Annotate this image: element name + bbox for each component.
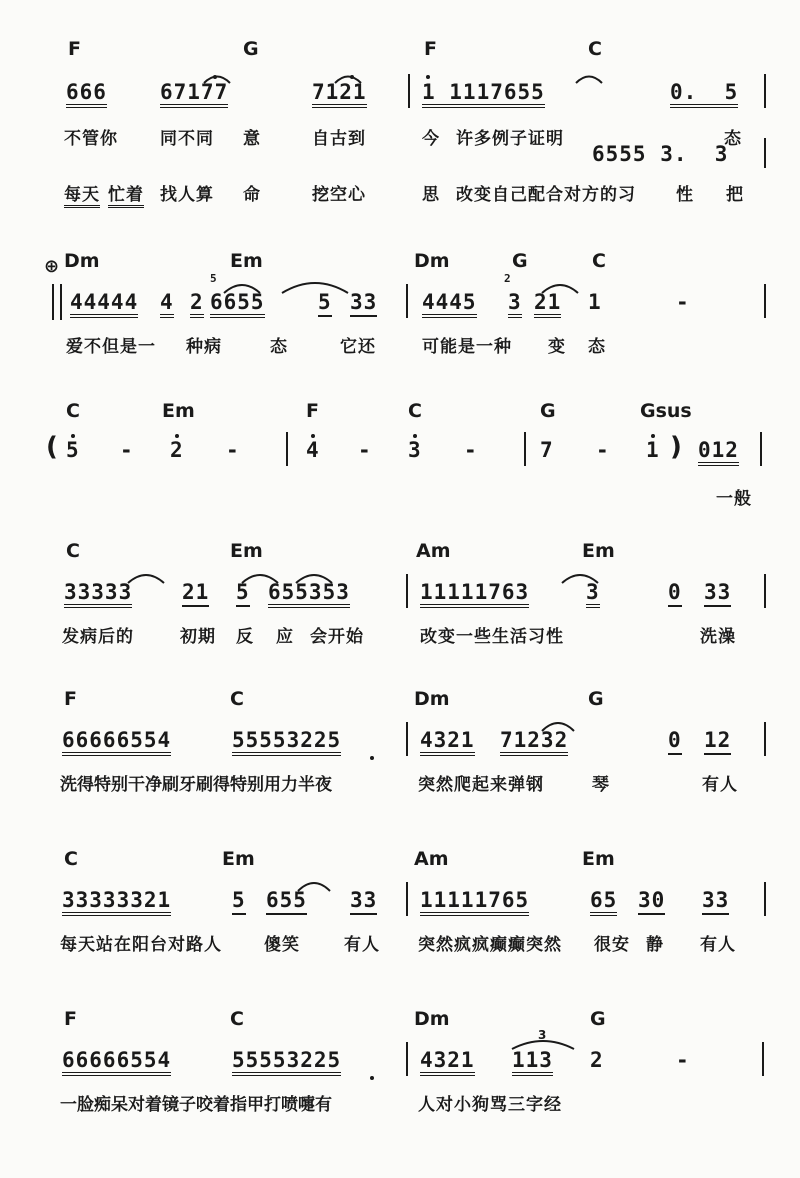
note-group: 21: [182, 580, 209, 607]
chord: Em: [230, 250, 263, 272]
barline: [406, 722, 408, 756]
lyric: 改变自己配合对方的习: [456, 185, 636, 205]
lyric: 命: [243, 185, 261, 205]
tie-arc: [540, 280, 580, 294]
chord: G: [512, 250, 528, 272]
chord-row: [0, 250, 800, 280]
lyric: 反: [236, 627, 254, 647]
lyric: 每天: [64, 180, 100, 208]
barline: [406, 1042, 408, 1076]
open-paren: (: [46, 432, 58, 462]
chord: C: [230, 1008, 244, 1030]
note-row: [0, 272, 800, 320]
note-group: 1: [588, 290, 602, 314]
note-group: 4: [306, 438, 320, 462]
lyric: 种病: [186, 337, 222, 357]
note-row: [0, 728, 800, 758]
lyric: 有人: [702, 775, 738, 795]
note-group: 2: [170, 438, 184, 462]
barline: [406, 574, 408, 608]
note-group: 44444: [70, 290, 138, 318]
chord: Em: [582, 540, 615, 562]
octave-dot: [213, 75, 217, 79]
lyric: 发病后的: [62, 627, 134, 647]
barline: [764, 722, 766, 756]
lyric: 态: [270, 337, 288, 357]
lyric-row: [0, 770, 800, 800]
barline: [764, 74, 766, 108]
lyric: 有人: [700, 935, 736, 955]
chord: Em: [230, 540, 263, 562]
note-group: 0. 5: [670, 80, 738, 108]
note-group: 33: [702, 888, 729, 915]
octave-dot: [651, 434, 655, 438]
note-group: -: [226, 438, 240, 462]
lyric: 突然爬起来弹钢: [418, 775, 544, 795]
lyric: 自古到: [312, 129, 366, 149]
lyric: 琴: [592, 775, 610, 795]
lyric: 不管你: [64, 129, 118, 149]
tie-arc: [574, 72, 604, 84]
note-group: 55553225: [232, 1048, 341, 1076]
chord: Em: [222, 848, 255, 870]
close-paren: ): [670, 432, 682, 462]
chord: C: [588, 38, 602, 60]
note-group: -: [358, 438, 372, 462]
chord-row: [0, 1008, 800, 1038]
note-group: 3: [586, 580, 600, 608]
note-row: [0, 1028, 800, 1078]
octave-dot: [370, 756, 374, 760]
octave-dot: [370, 1076, 374, 1080]
barline: [764, 882, 766, 916]
chord: G: [540, 400, 556, 422]
note-group: 71232: [500, 728, 568, 756]
note-group: 012: [698, 438, 739, 466]
note-group: 11111765: [420, 888, 529, 916]
chord: F: [64, 1008, 77, 1030]
lyric: 态: [724, 129, 742, 149]
octave-dot: [350, 75, 354, 79]
note-group: 7: [540, 438, 554, 462]
note-group: 4445: [422, 290, 477, 318]
barline: [408, 74, 410, 108]
chord: G: [590, 1008, 606, 1030]
octave-dot: [426, 75, 430, 79]
lyric: 性: [676, 185, 694, 205]
note-group: 6555 3. 3: [592, 142, 729, 166]
lyric: 爱不但是一: [66, 337, 156, 357]
note-group: 0: [668, 728, 682, 755]
chord: Em: [582, 848, 615, 870]
tie-arc: [202, 72, 232, 84]
note-group: 65: [590, 888, 617, 916]
lyric-row: [0, 1090, 800, 1120]
lyric: 把: [726, 185, 744, 205]
note-group: 0: [668, 580, 682, 607]
lyric: 忙着: [108, 180, 144, 208]
tie-arc: [294, 570, 334, 584]
tie-arc: [540, 718, 576, 732]
chord-row: [0, 848, 800, 878]
lyric: 挖空心: [312, 185, 366, 205]
chord: C: [66, 540, 80, 562]
note-group: -: [676, 290, 690, 314]
note-row: [0, 580, 800, 610]
lyric: 许多例子证明: [456, 129, 564, 149]
barline: [524, 432, 526, 466]
note-group: 2: [590, 1048, 604, 1072]
lyric: 洗得特别干净刷牙刷得特别用力半夜: [60, 775, 332, 795]
lyric: 人对小狗骂三字经: [418, 1095, 562, 1115]
tie-arc: [560, 570, 600, 584]
octave-dot: [413, 434, 417, 438]
lyric: 今: [422, 129, 440, 149]
lyric: 会开始: [310, 627, 364, 647]
note-group: 5: [318, 290, 332, 317]
lyric: 改变一些生活习性: [420, 627, 564, 647]
note-group: 4: [160, 290, 174, 318]
tie-arc: [296, 878, 332, 892]
note-group: 5: [232, 888, 246, 915]
note-group: 12: [704, 728, 731, 755]
chord: F: [424, 38, 437, 60]
lyric: 态: [588, 337, 606, 357]
lyric-row-2: [0, 180, 800, 210]
chord: Dm: [64, 250, 100, 272]
chord: Dm: [414, 1008, 450, 1030]
note-group: 55553225: [232, 728, 341, 756]
lyric-row: [0, 332, 800, 362]
tie-arc: [222, 280, 262, 294]
chord: C: [592, 250, 606, 272]
note-group: 7121: [312, 80, 367, 108]
note-row: [0, 888, 800, 918]
lyric: 初期: [180, 627, 216, 647]
note-group: 5: [236, 580, 250, 607]
note-group: 1: [646, 438, 660, 462]
barline: [286, 432, 288, 466]
note-group: 30: [638, 888, 665, 915]
note-group: 66666554: [62, 728, 171, 756]
lyric: 突然疯疯癫癫突然: [418, 935, 562, 955]
note-group: 113: [512, 1048, 553, 1076]
note-group: -: [596, 438, 610, 462]
note-group: 4321: [420, 1048, 475, 1076]
note-group: 1 1117655: [422, 80, 545, 108]
grace-note: 5: [210, 272, 217, 285]
note-group: 33: [350, 888, 377, 915]
tie-arc: [240, 570, 280, 584]
lyric: 一般: [716, 489, 752, 509]
barline: [764, 574, 766, 608]
note-row: [0, 432, 800, 468]
chord: C: [66, 400, 80, 422]
note-group: 5: [66, 438, 80, 462]
barline: [406, 882, 408, 916]
chord: G: [243, 38, 259, 60]
lyric: 可能是一种: [422, 337, 512, 357]
note-group: 2: [190, 290, 204, 318]
octave-dot: [175, 434, 179, 438]
lyric: 有人: [344, 935, 380, 955]
grace-note: 2: [504, 272, 511, 285]
chord: Am: [414, 848, 449, 870]
note-group: 3: [408, 438, 422, 462]
note-group: 21: [534, 290, 561, 318]
note-group: 4321: [420, 728, 475, 756]
lyric: 找人算: [160, 185, 214, 205]
note-group: 33333: [64, 580, 132, 608]
chord-row: [0, 540, 800, 570]
chord: F: [64, 688, 77, 710]
note-group: 33: [350, 290, 377, 317]
coda-symbol: ⊕: [44, 256, 60, 277]
octave-dot: [311, 434, 315, 438]
note-group: 11111763: [420, 580, 529, 608]
chord: F: [306, 400, 319, 422]
lyric-row: [0, 622, 800, 652]
note-group: 33333321: [62, 888, 171, 916]
note-group: 655: [266, 888, 307, 915]
chord: G: [588, 688, 604, 710]
chord-row: [0, 688, 800, 718]
note-group: 655353: [268, 580, 350, 608]
barline: [764, 284, 766, 318]
note-group: 6655: [210, 290, 265, 318]
lyric: 意: [243, 129, 261, 149]
lyric: 思: [422, 185, 440, 205]
barline: [764, 138, 766, 168]
repeat-barline: [52, 284, 62, 320]
note-group: -: [676, 1048, 690, 1072]
lyric-row: [0, 930, 800, 960]
lyric-row: [0, 484, 800, 514]
lyric: 它还: [340, 337, 376, 357]
tie-arc: [126, 570, 166, 584]
tie-arc: [280, 278, 350, 294]
note-group: 33: [704, 580, 731, 607]
chord: Gsus: [640, 400, 692, 422]
lyric: 洗澡: [700, 627, 736, 647]
lyric: 同不同: [160, 129, 214, 149]
note-group: -: [120, 438, 134, 462]
lyric: 一脸痴呆对着镜子咬着指甲打喷嚏有: [60, 1095, 332, 1115]
barline: [760, 432, 762, 466]
chord: C: [230, 688, 244, 710]
note-group: -: [464, 438, 478, 462]
note-row-2: [0, 142, 800, 172]
chord-row: [0, 38, 800, 68]
note-group: 67177: [160, 80, 228, 108]
chord: Dm: [414, 250, 450, 272]
chord-row: [0, 400, 800, 430]
tie-arc: [333, 72, 363, 84]
lyric: 傻笑: [264, 935, 300, 955]
chord: Dm: [414, 688, 450, 710]
lyric: 每天站在阳台对路人: [60, 935, 222, 955]
chord: C: [64, 848, 78, 870]
barline: [406, 284, 408, 318]
chord: Am: [416, 540, 451, 562]
chord: Em: [162, 400, 195, 422]
octave-dot: [71, 434, 75, 438]
triplet-mark: 3: [538, 1028, 547, 1042]
chord: F: [68, 38, 81, 60]
lyric: 静: [646, 935, 664, 955]
note-row: [0, 80, 800, 110]
barline: [762, 1042, 764, 1076]
note-group: 666: [66, 80, 107, 108]
note-group: 66666554: [62, 1048, 171, 1076]
lyric: 变: [548, 337, 566, 357]
lyric: 很安: [594, 935, 630, 955]
note-group: 3: [508, 290, 522, 318]
lyric: 应: [276, 627, 294, 647]
chord: C: [408, 400, 422, 422]
